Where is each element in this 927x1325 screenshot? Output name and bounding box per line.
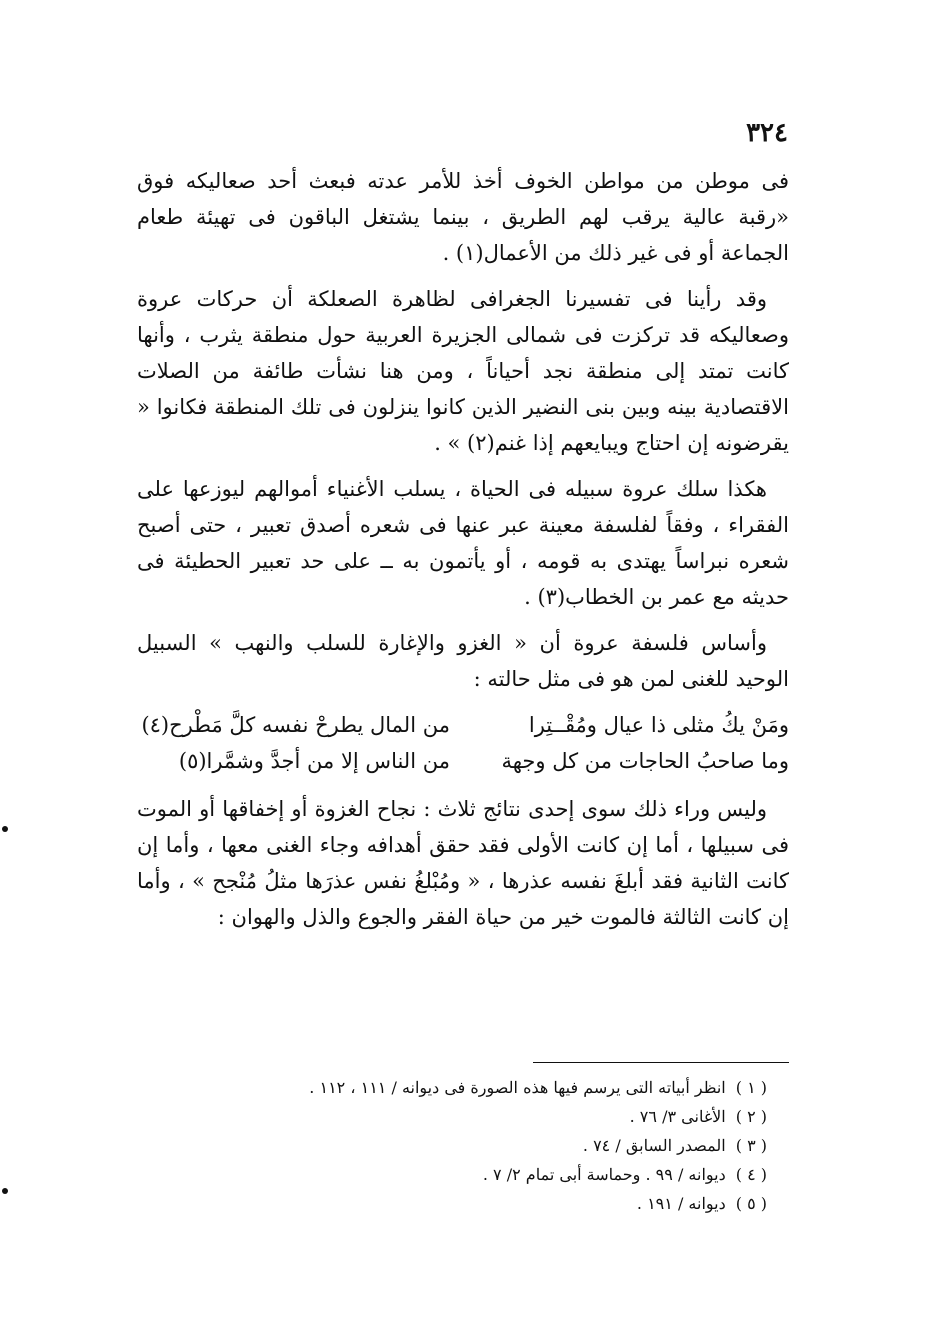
verse-line xyxy=(137,743,789,779)
poetry-block xyxy=(137,707,789,779)
footnote-text: ديوانه / ٩٩ . وحماسة أبى تمام ٢/ ٧ . xyxy=(482,1165,726,1184)
paragraph: وقد رأينا فى تفسيرنا الجغرافى لظاهرة الصعلكة أن حركات عروة وصعاليكه قد تركزت فى شمالى الجزيرة العربية حول منطقة يثرب ، وأنها كانت تمتد إلى منطقة نجد أحياناً ، ومن هنا نشأت طائفة من الصلات الاقتصادية بينه وبين بنى النضير الذين كانوا ينزلون فى تلك المنطقة فكانوا « يقرضونه إن احتاج ويبايعهم إذا غنم(٢) » . xyxy=(137,287,789,455)
footnote-number: ( ٣ ) xyxy=(735,1136,767,1155)
footnote-item xyxy=(207,1189,767,1218)
verse-second-hemistich: من المال يطرحْ نفسه كلَّ مَطْرح(٤) xyxy=(141,713,450,737)
paragraph: وليس وراء ذلك سوى إحدى نتائج ثلاث : نجاح الغزوة أو إخفاقها أو الموت فى سبيلها ، أما إن كانت الأولى فقد حقق أهدافه وجاء الغنى معها ، وأما إن كانت الثانية فقد أبلغَ نفسه عذرها ، « ومُبْلغُ نفس عذرَها مثلُ مُنْجح » ، وأما إن كانت الثالثة فالموت خير من حياة الفقر والجوع والذل والهوان : xyxy=(137,797,789,929)
footnote-item xyxy=(207,1131,767,1160)
footnote-item xyxy=(207,1160,767,1189)
verse-first-hemistich: ومَنْ يكُ مثلى ذا عيال ومُقْــتِرا xyxy=(528,713,789,737)
footnote-text: ديوانه / ١٩١ . xyxy=(636,1194,726,1213)
paragraph: هكذا سلك عروة سبيله فى الحياة ، يسلب الأغنياء أموالهم ليوزعها على الفقراء ، وفقاً لفلسفة معينة عبر عنها فى شعره أصدق تعبير ، حتى أصبح شعره نبراساً يهتدى به قومه ، أو يأتمون به ــ على حد تعبير الحطيئة فى حديثه مع عمر بن الخطاب(٣) . xyxy=(137,477,789,609)
footnote-number: ( ٤ ) xyxy=(735,1165,767,1184)
paragraph: وأساس فلسفة عروة أن « الغزو والإغارة للسلب والنهب » السبيل الوحيد للغنى لمن هو فى مثل حالته : xyxy=(137,631,789,691)
footnote-text: المصدر السابق / ٧٤ . xyxy=(582,1136,726,1155)
page-number: ٣٢٤ xyxy=(746,118,788,148)
verse-line xyxy=(137,707,789,743)
footnote-text: انظر أبياته التى يرسم فيها هذه الصورة فى ديوانه / ١١١ ، ١١٢ . xyxy=(309,1078,726,1097)
footnote-item xyxy=(207,1102,767,1131)
scan-speck xyxy=(2,1188,8,1194)
footnote-text: الأغانى ٣/ ٧٦ . xyxy=(629,1107,726,1126)
verse-first-hemistich: وما صاحبُ الحاجات من كل وجهة xyxy=(501,749,789,773)
footnote-divider xyxy=(533,1062,789,1063)
footnote-number: ( ١ ) xyxy=(735,1078,767,1097)
main-text xyxy=(137,163,789,945)
paragraph: فى موطن من مواطن الخوف أخذ للأمر عدته فبعث أحد صعاليكه فوق «رقبة عالية يرقب لهم الطريق ، بينما يشتغل الباقون فى تهيئة طعام الجماعة أو فى غير ذلك من الأعمال(١) . xyxy=(137,169,789,265)
footnote-item xyxy=(207,1073,767,1102)
scan-speck xyxy=(2,826,8,832)
footnote-number: ( ٥ ) xyxy=(735,1194,767,1213)
footnote-number: ( ٢ ) xyxy=(735,1107,767,1126)
footnotes xyxy=(207,1073,767,1218)
verse-second-hemistich: من الناس إلا من أجدَّ وشمَّرا(٥) xyxy=(178,749,450,773)
